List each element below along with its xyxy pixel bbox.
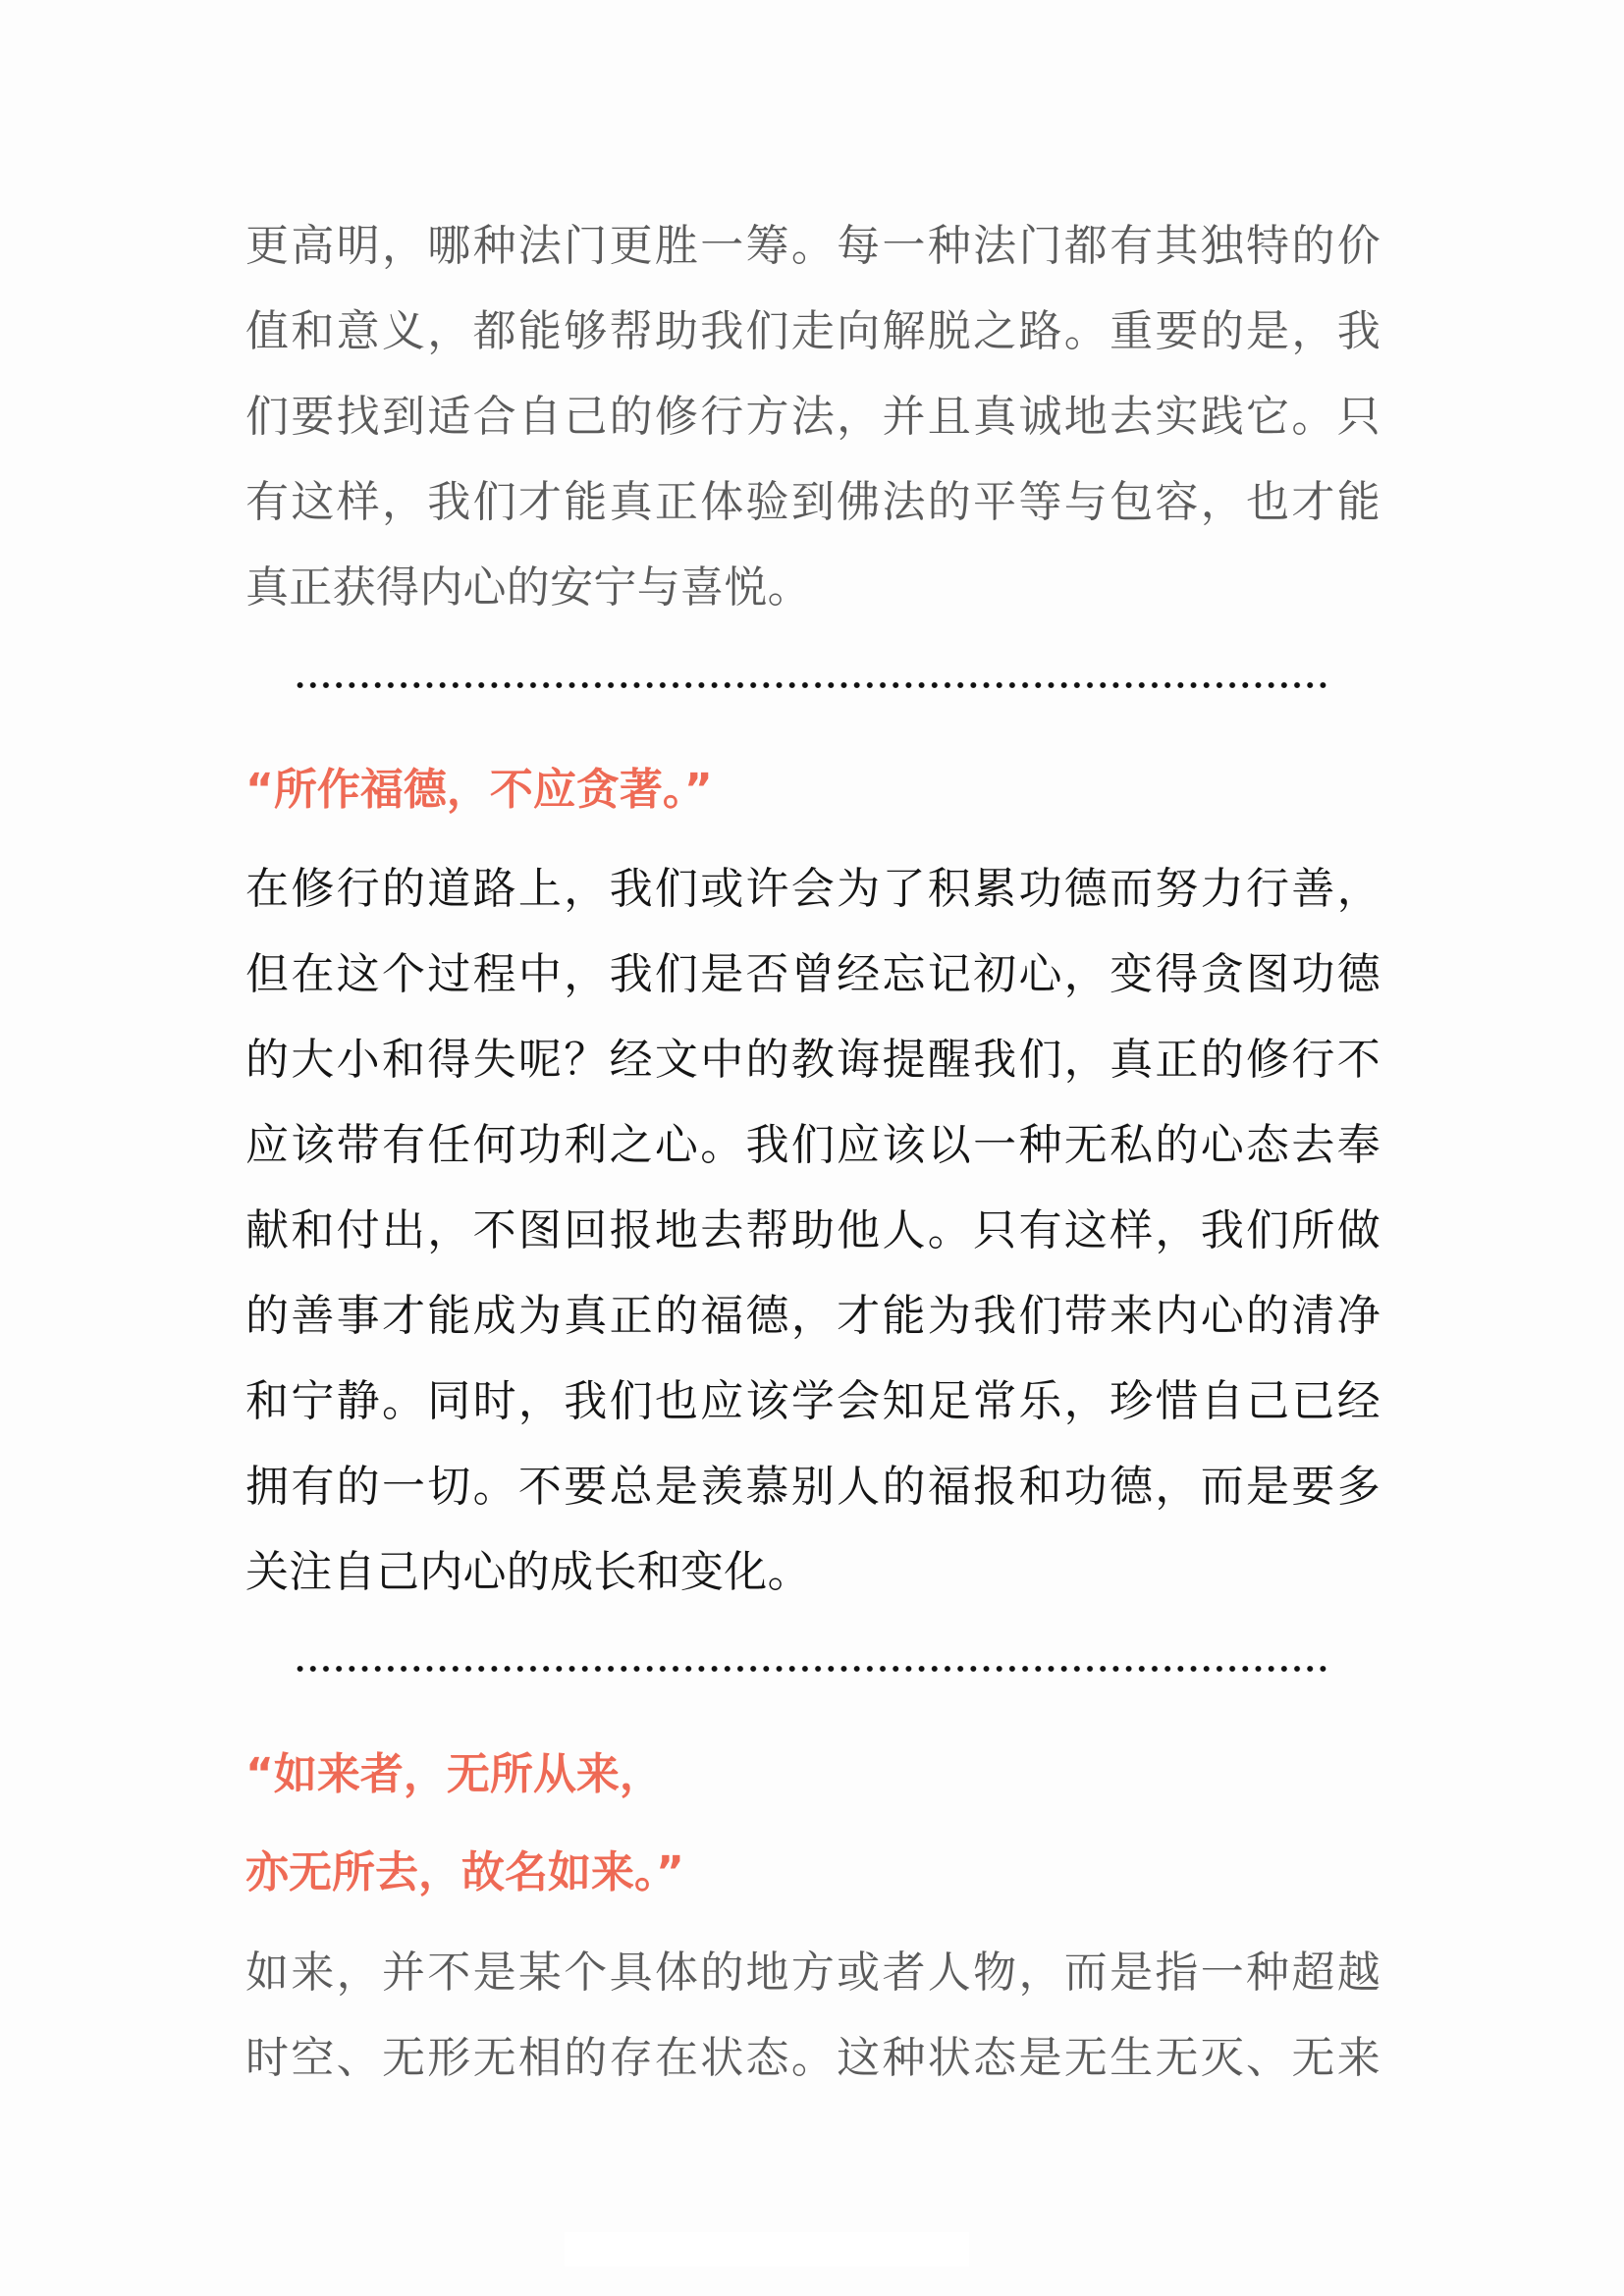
paragraph-line: 有这样，我们才能真正体验到佛法的平等与包容，也才能 bbox=[245, 477, 1380, 527]
intro-paragraph bbox=[245, 203, 1380, 630]
dotted-divider bbox=[294, 1665, 1330, 1673]
paragraph-line: 在修行的道路上，我们或许会为了积累功德而努力行善， bbox=[245, 864, 1380, 914]
quote-heading-tathagata-line-1: “如来者，无所从来， bbox=[245, 1749, 663, 1799]
paragraph-line: 值和意义，都能够帮助我们走向解脱之路。重要的是，我 bbox=[245, 306, 1380, 356]
quote-heading-merit: “所作福德，不应贪著。” bbox=[245, 765, 713, 815]
merit-paragraph bbox=[245, 846, 1380, 1615]
paragraph-line: 们要找到适合自己的修行方法，并且真诚地去实践它。只 bbox=[245, 392, 1380, 442]
paragraph-line: 应该带有任何功利之心。我们应该以一种无私的心态去奉 bbox=[245, 1120, 1380, 1170]
paragraph-line: 献和付出，不图回报地去帮助他人。只有这样，我们所做 bbox=[245, 1205, 1380, 1255]
paragraph-line: 的善事才能成为真正的福德，才能为我们带来内心的清净 bbox=[245, 1291, 1380, 1341]
paragraph-line: 时空、无形无相的存在状态。这种状态是无生无灭、无来 bbox=[245, 2033, 1380, 2083]
paragraph-line: 关注自己内心的成长和变化。 bbox=[245, 1547, 811, 1597]
tathagata-paragraph bbox=[245, 1930, 1380, 2101]
dotted-divider bbox=[294, 681, 1330, 689]
paragraph-line: 但在这个过程中，我们是否曾经忘记初心，变得贪图功德 bbox=[245, 949, 1380, 999]
quote-heading-tathagata-line-2: 亦无所去，故名如来。” bbox=[245, 1847, 684, 1897]
paragraph-line: 拥有的一切。不要总是羡慕别人的福报和功德，而是要多 bbox=[245, 1462, 1380, 1512]
paragraph-line: 真正获得内心的安宁与喜悦。 bbox=[245, 562, 811, 613]
page-footer-blank bbox=[565, 2232, 969, 2267]
paragraph-line: 的大小和得失呢？经文中的教诲提醒我们，真正的修行不 bbox=[245, 1035, 1380, 1085]
paragraph-line: 如来，并不是某个具体的地方或者人物，而是指一种超越 bbox=[245, 1948, 1380, 1998]
paragraph-line: 更高明，哪种法门更胜一筹。每一种法门都有其独特的价 bbox=[245, 221, 1380, 271]
paragraph-line: 和宁静。同时，我们也应该学会知足常乐，珍惜自己已经 bbox=[245, 1376, 1380, 1426]
